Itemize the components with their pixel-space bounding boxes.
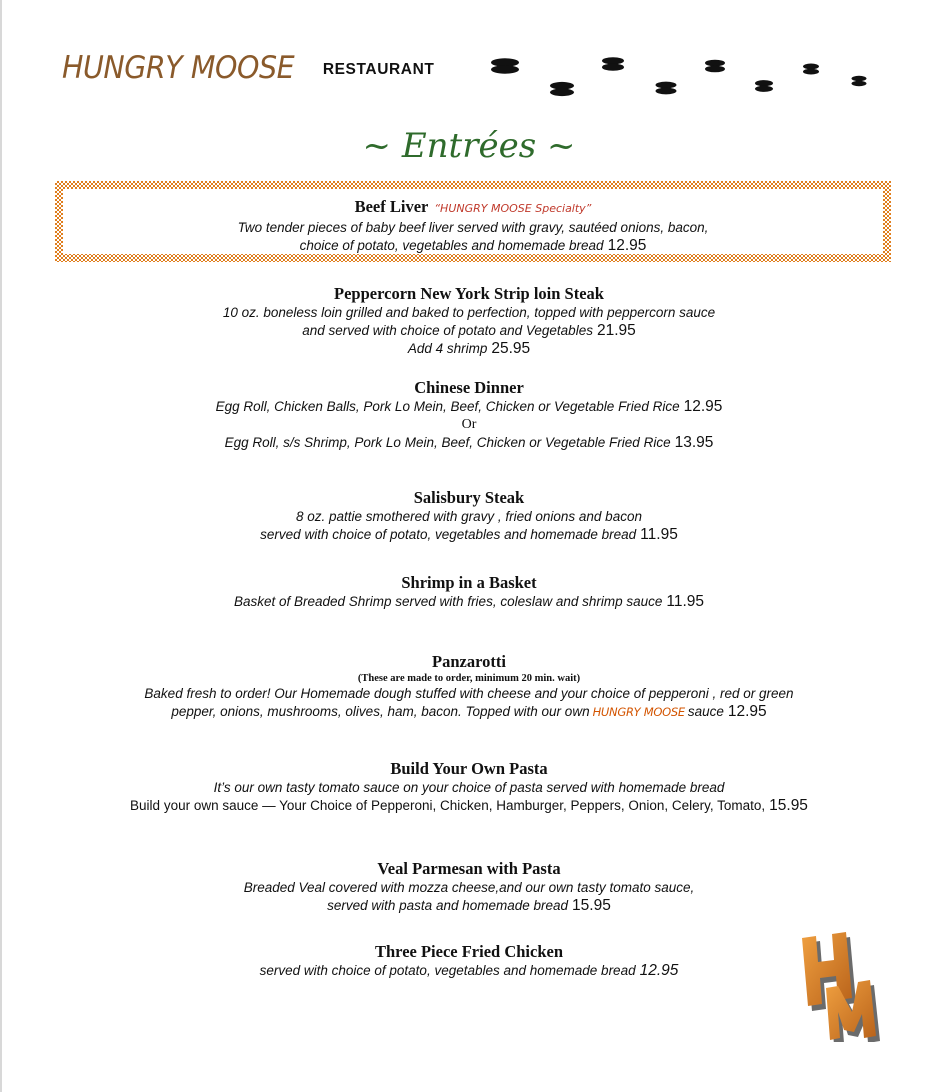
description-text: pepper, onions, mushrooms, olives, ham, bacon. Topped with our own: [171, 704, 590, 719]
item-description: Breaded Veal covered with mozza cheese,and our own tasty tomato sauce,: [243, 880, 695, 895]
specialty-tag: “HUNGRY MOOSE Specialty”: [434, 202, 592, 215]
item-price: 12.95: [727, 703, 767, 720]
item-option: [0, 398, 938, 416]
menu-item: [0, 859, 938, 915]
item-description: [0, 593, 938, 611]
or-separator: Or: [461, 417, 477, 432]
item-name: Shrimp in a Basket: [401, 573, 537, 592]
option-text: Egg Roll, Chicken Balls, Pork Lo Mein, Beef, Chicken or Vegetable Fried Rice: [215, 399, 680, 414]
item-price: 11.95: [666, 593, 705, 610]
item-description: 10 oz. boneless loin grilled and baked to perfection, topped with peppercorn sauce: [222, 305, 716, 320]
option-text: Egg Roll, s/s Shrimp, Pork Lo Mein, Beef, Chicken or Vegetable Fried Rice: [224, 435, 671, 450]
item-name: [63, 197, 883, 219]
item-price: 12.95: [639, 962, 679, 979]
addon-text: Add 4 shrimp: [407, 341, 488, 356]
brand-subtitle: RESTAURANT: [322, 61, 435, 78]
item-price: 11.95: [640, 526, 678, 543]
item-description: [0, 797, 938, 815]
item-price: 15.95: [572, 897, 611, 914]
item-description: [0, 526, 938, 544]
item-price: 12.95: [683, 398, 723, 415]
item-description: [0, 322, 938, 340]
description-text: and served with choice of potato and Vegetables: [302, 323, 593, 338]
item-description: [63, 237, 883, 255]
item-price: 12.95: [607, 237, 647, 254]
item-price: 13.95: [674, 434, 714, 451]
item-description: 8 oz. pattie smothered with gravy , fried onions and bacon: [296, 509, 642, 524]
item-name: Veal Parmesan with Pasta: [377, 859, 561, 878]
item-description: It’s our own tasty tomato sauce on your choice of pasta served with homemade bread: [213, 780, 725, 795]
menu-item: [0, 573, 938, 611]
item-description: Two tender pieces of baby beef liver served with gravy, sautéed onions, bacon,: [237, 220, 709, 235]
brand-name: HUNGRY MOOSE: [62, 50, 295, 86]
hm-logo-icon: [796, 932, 882, 1042]
item-name: Peppercorn New York Strip loin Steak: [334, 284, 604, 303]
menu-item: [0, 652, 938, 721]
item-description: [0, 897, 938, 915]
item-name: Chinese Dinner: [414, 378, 524, 397]
description-text: choice of potato, vegetables and homemade bread: [299, 238, 604, 253]
item-name: Three Piece Fried Chicken: [374, 942, 564, 961]
item-name: Panzarotti: [432, 652, 506, 671]
item-name: Build Your Own Pasta: [390, 759, 548, 778]
item-description: Baked fresh to order! Our Homemade dough stuffed with cheese and your choice of pepperoni , red or green: [144, 686, 794, 701]
item-note: (These are made to order, minimum 20 min. wait): [357, 673, 581, 684]
menu-item: [0, 284, 938, 358]
section-title: ~ Entrées ~: [362, 126, 576, 166]
description-text: served with pasta and homemade bread: [327, 898, 569, 913]
menu-item: [0, 378, 938, 452]
item-option: [0, 434, 938, 452]
item-price: 21.95: [596, 322, 636, 339]
restaurant-brand: [62, 50, 434, 86]
menu-item: [0, 488, 938, 544]
description-text: sauce: [687, 704, 724, 719]
item-description: [0, 703, 938, 721]
item-price: 15.95: [769, 797, 808, 814]
description-text: Build your own sauce — Your Choice of Pepperoni, Chicken, Hamburger, Peppers, Onion, Celery, Tomato,: [130, 798, 766, 813]
item-name: Salisbury Steak: [413, 488, 525, 507]
item-addon: [0, 340, 938, 358]
featured-name: Beef Liver: [354, 197, 429, 216]
featured-item-box: [55, 181, 891, 262]
brand-inline: HUNGRY MOOSE: [592, 705, 685, 719]
description-text: served with choice of potato, vegetables and homemade bread: [260, 527, 637, 542]
menu-item: [0, 759, 938, 815]
description-text: Basket of Breaded Shrimp served with fries, coleslaw and shrimp sauce: [233, 594, 663, 609]
description-text: served with choice of potato, vegetables and homemade bread: [259, 963, 636, 978]
moose-tracks-icon: [480, 44, 880, 104]
addon-price: 25.95: [491, 340, 531, 357]
